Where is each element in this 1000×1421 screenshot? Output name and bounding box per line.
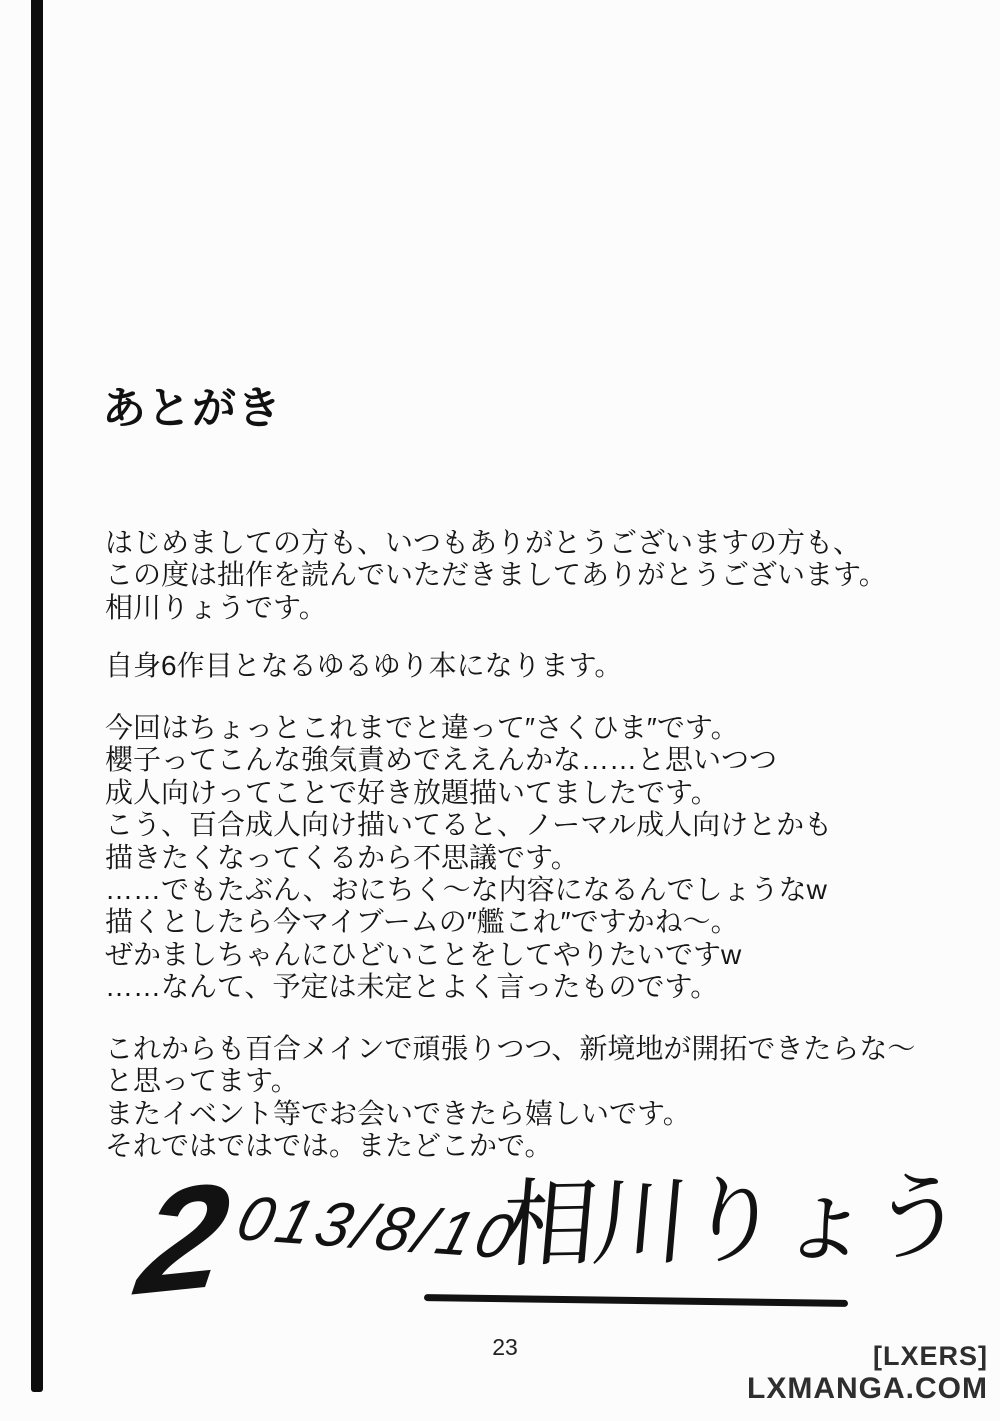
text-line: ……なんて、予定は未定とよく言ったものです。 xyxy=(105,971,719,1003)
signature-underline xyxy=(424,1294,848,1307)
afterword-title: あとがき xyxy=(102,384,282,433)
watermark-tag: [LXERS] xyxy=(873,1341,988,1371)
page-number: 23 xyxy=(492,1334,518,1360)
text-line: 成人向けってことで好き放題描いてましたです。 xyxy=(105,776,719,808)
text-line: 自身6作目となるゆるゆり本になります。 xyxy=(105,650,623,681)
afterword-paragraph-main xyxy=(105,712,832,1004)
handwritten-date-big-digit: 2 xyxy=(129,1150,239,1327)
text-line: これからも百合メインで頑張りつつ、新境地が開拓できたらな～ xyxy=(105,1033,916,1064)
afterword-paragraph-greeting xyxy=(105,527,887,624)
text-line: またイベント等でお会いできたら嬉しいです。 xyxy=(105,1097,691,1129)
text-line: この度は拙作を読んでいただきましてありがとうございます。 xyxy=(105,559,887,591)
text-line: ぜかましちゃんにひどいことをしてやりたいですw xyxy=(105,938,742,970)
text-line: それではではでは。またどこかで。 xyxy=(105,1130,553,1162)
text-line: と思ってます。 xyxy=(105,1065,299,1097)
text-line: はじめましての方も、いつもありがとうございますの方も、 xyxy=(105,527,862,558)
text-line: 描きたくなってくるから不思議です。 xyxy=(105,841,579,873)
scan-edge-artifact-bar xyxy=(31,0,43,1392)
text-line: 櫻子ってこんな強気責めでええんかな……と思いつつ xyxy=(105,744,778,776)
text-line: 今回はちょっとこれまでと違って″さくひま″です。 xyxy=(105,712,739,743)
text-line: ……でもたぶん、おにちく～な内容になるんでしょうなw xyxy=(105,874,827,906)
handwritten-author-name: 相川りょう xyxy=(496,1163,967,1279)
handwritten-date: 013/8/10 xyxy=(229,1184,526,1273)
afterword-paragraph-closing xyxy=(105,1033,915,1163)
text-line: 描くとしたら今マイブームの″艦これ″ですかね～。 xyxy=(105,906,739,938)
text-line: 相川りょうです。 xyxy=(105,591,327,623)
watermark-domain: LXMANGA.COM xyxy=(747,1371,988,1405)
site-watermark xyxy=(747,1342,988,1405)
afterword-paragraph-book-info xyxy=(105,650,622,682)
text-line: こう、百合成人向け描いてると、ノーマル成人向けとかも xyxy=(105,809,833,841)
